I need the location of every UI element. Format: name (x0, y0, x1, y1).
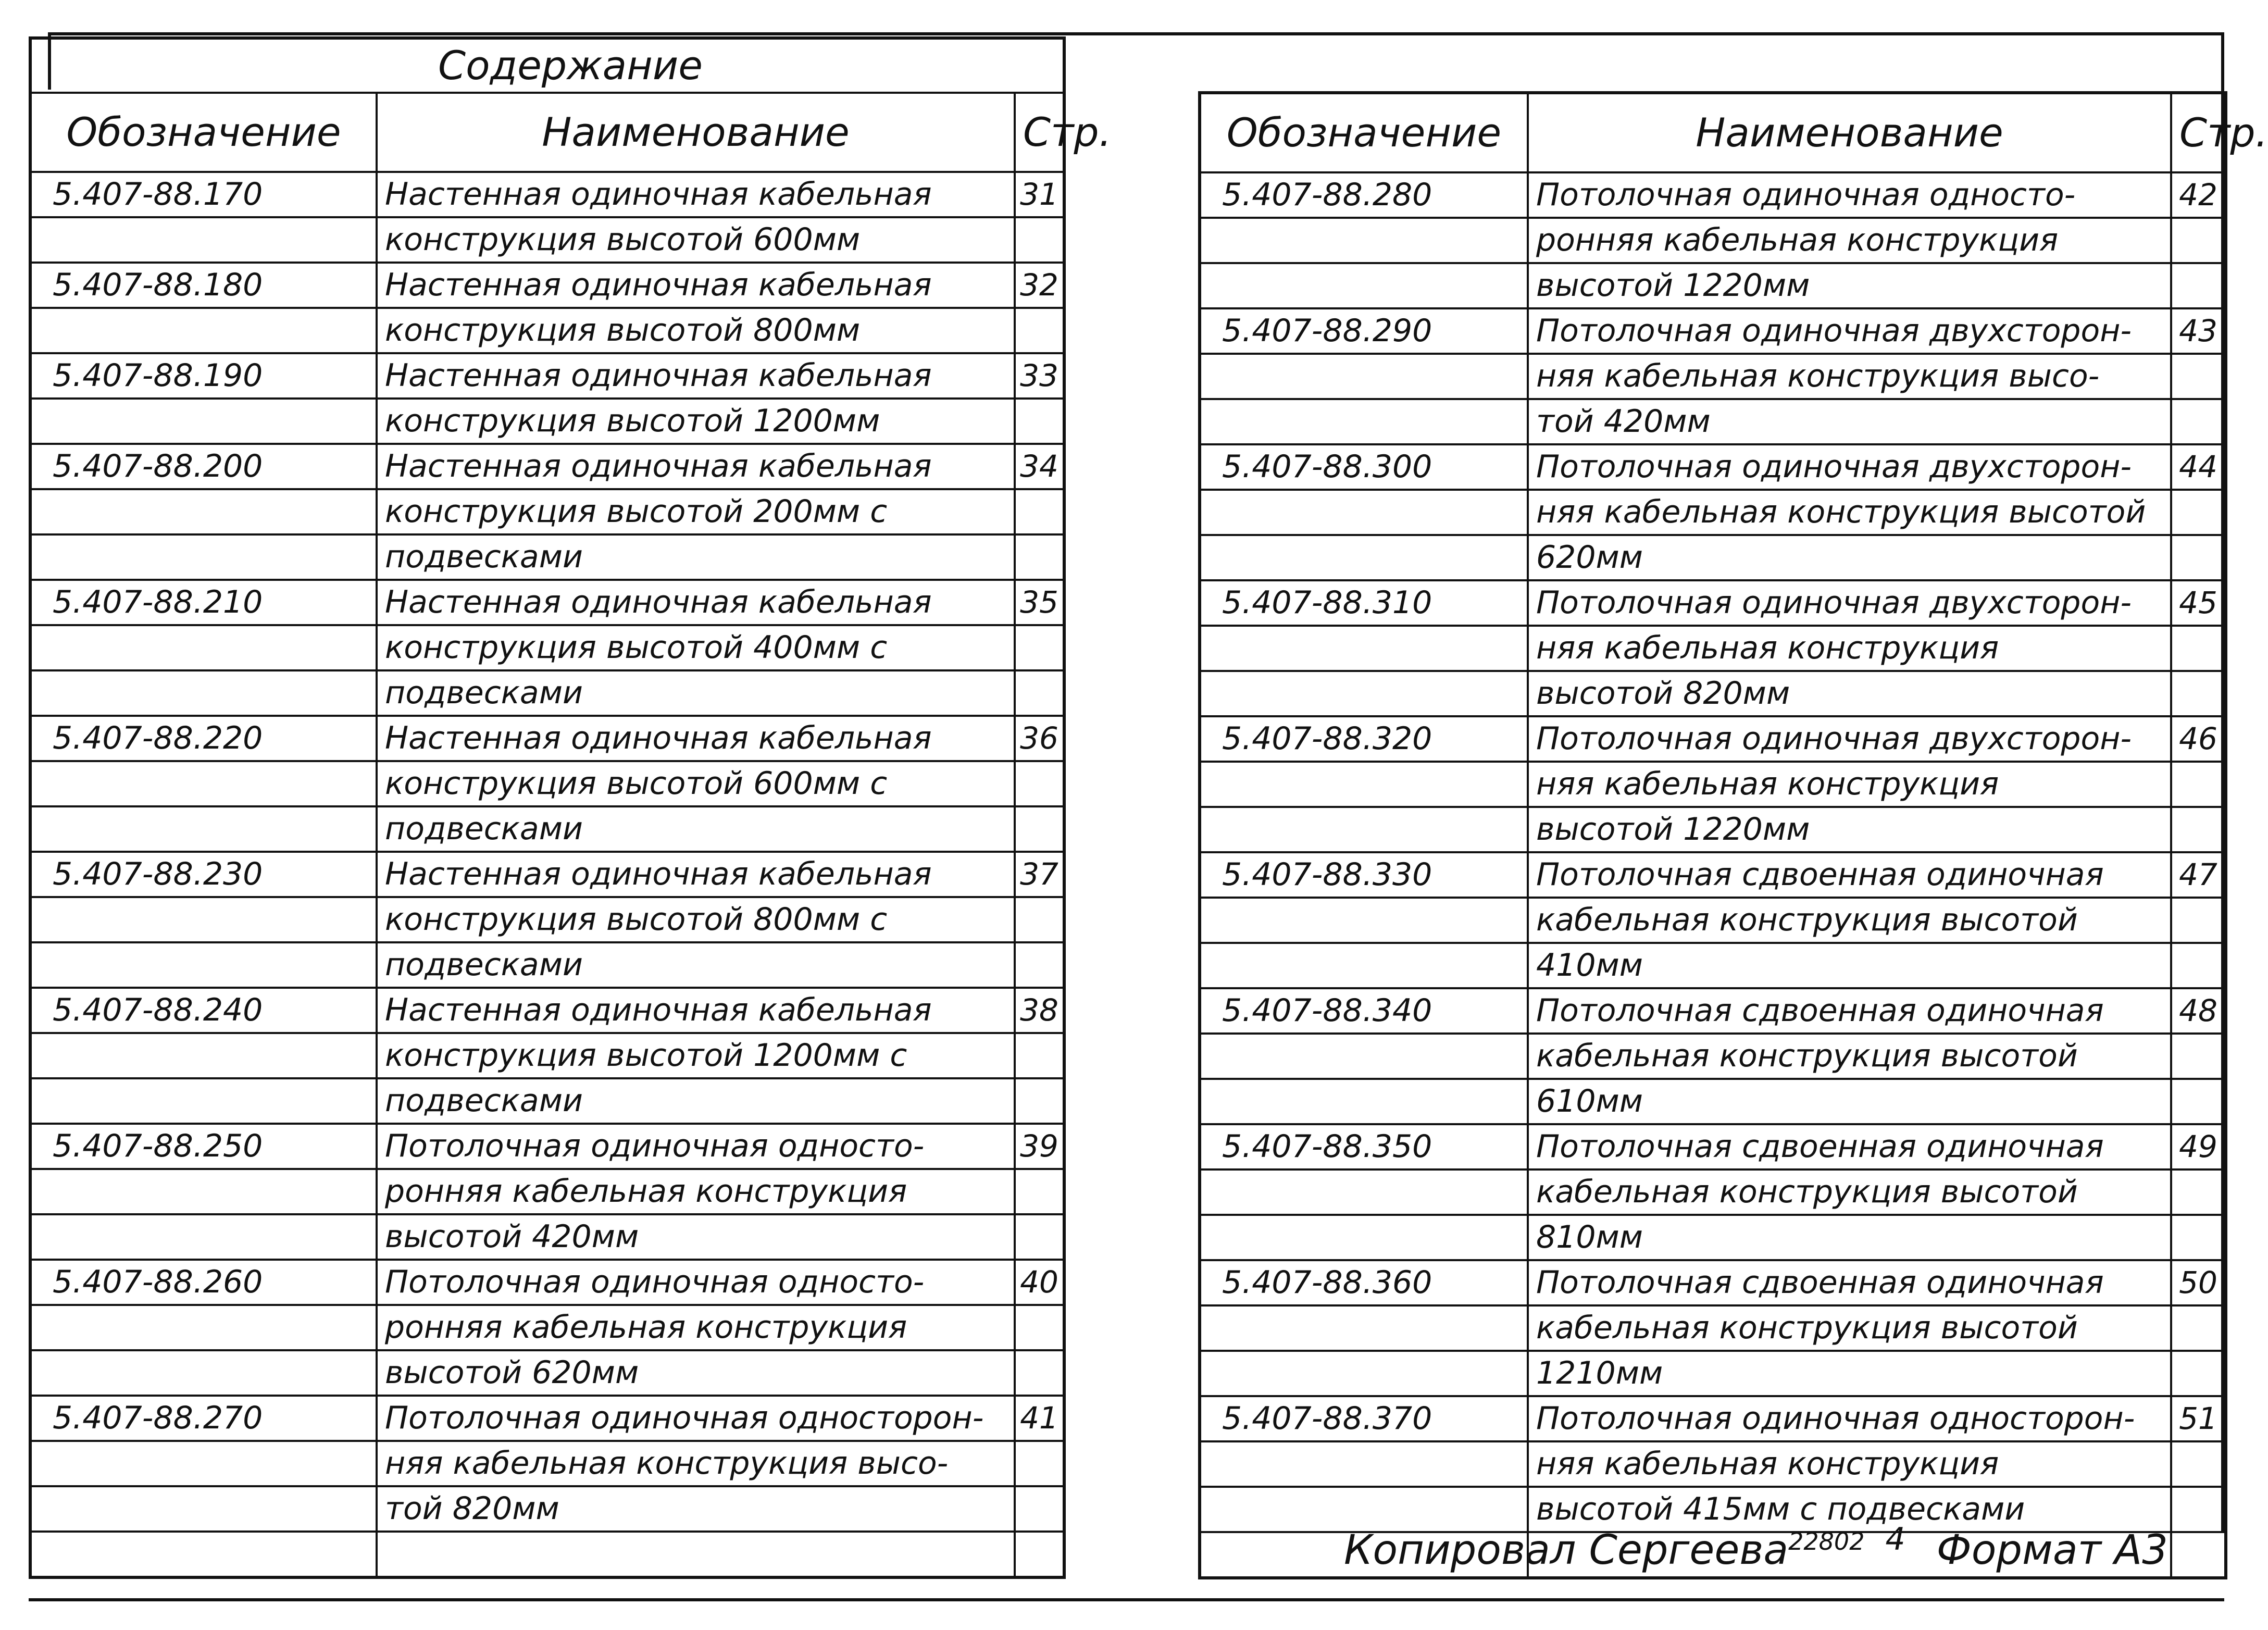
table-row (30, 353, 1064, 399)
empty-cell (30, 1305, 377, 1350)
item-designation: 5.407-88.190 (30, 353, 377, 399)
page-title: Содержание (30, 38, 1064, 93)
empty-cell (1200, 1351, 1528, 1396)
table-row (30, 670, 1064, 716)
item-name-line: Потолочная одиночная двухсторон- (1528, 716, 2171, 762)
table-row (30, 399, 1064, 444)
empty-cell (30, 1169, 377, 1214)
empty-cell (30, 489, 377, 534)
item-page: 47 (2171, 852, 2226, 898)
item-designation: 5.407-88.310 (1200, 580, 1528, 626)
item-name-line: Потолочная одиночная двухсторон- (1528, 308, 2171, 354)
table-row (30, 308, 1064, 353)
bottom-border-rule (29, 1598, 2224, 1601)
item-name-line: 620мм (1528, 535, 2171, 580)
table-row (1200, 1260, 2226, 1305)
item-name-line: Потолочная одиночная двухсторон- (1528, 580, 2171, 626)
item-designation: 5.407-88.240 (30, 988, 377, 1033)
empty-cell (1200, 898, 1528, 943)
table-row (1200, 354, 2226, 399)
empty-cell (30, 1214, 377, 1260)
table-row (1200, 218, 2226, 263)
table-row (1200, 671, 2226, 716)
empty-cell (2171, 898, 2226, 943)
contents-table-right (1198, 91, 2268, 1579)
header-row (1200, 93, 2226, 172)
item-name-line: Настенная одиночная кабельная (377, 353, 1015, 399)
item-name-line: Потолочная одиночная двухсторон- (1528, 444, 2171, 490)
item-name-line: ронняя кабельная конструкция (1528, 218, 2171, 263)
table-row (30, 852, 1064, 897)
title-row (30, 38, 1064, 93)
empty-cell (2171, 807, 2226, 852)
item-page: 32 (1015, 263, 1064, 308)
empty-cell (2171, 263, 2226, 308)
empty-cell (1200, 762, 1528, 807)
item-page: 40 (1015, 1260, 1064, 1305)
table-row (1200, 988, 2226, 1034)
table-row (1200, 1351, 2226, 1396)
empty-cell (1015, 489, 1064, 534)
table-row (1200, 308, 2226, 354)
empty-cell (1200, 1034, 1528, 1079)
item-designation: 5.407-88.370 (1200, 1396, 1528, 1441)
item-page: 48 (2171, 988, 2226, 1034)
empty-cell (2171, 762, 2226, 807)
table-row (1200, 399, 2226, 444)
item-name-line: кабельная конструкция высотой (1528, 1169, 2171, 1215)
empty-cell (1200, 490, 1528, 535)
item-name-line: Потолочная сдвоенная одиночная (1528, 1260, 2171, 1305)
item-page: 49 (2171, 1124, 2226, 1169)
item-name-line: Настенная одиночная кабельная (377, 988, 1015, 1033)
empty-cell (30, 1441, 377, 1486)
table-row (1200, 1396, 2226, 1441)
empty-cell (30, 942, 377, 988)
empty-cell (30, 399, 377, 444)
table-row (1200, 716, 2226, 762)
item-name-line: Потолочная одиночная односторон- (377, 1396, 1015, 1441)
item-name-line: Настенная одиночная кабельная (377, 716, 1015, 761)
table-row (30, 444, 1064, 489)
item-page: 43 (2171, 308, 2226, 354)
empty-cell (2171, 535, 2226, 580)
right-table-body (1200, 172, 2226, 1578)
empty-cell (30, 1078, 377, 1124)
item-name-line: 1210мм (1528, 1351, 2171, 1396)
item-name-line: Настенная одиночная кабельная (377, 172, 1015, 217)
table-row (30, 761, 1064, 806)
item-name-line: ронняя кабельная конструкция (377, 1169, 1015, 1214)
item-page: 41 (1015, 1396, 1064, 1441)
document-number: 22802 (1788, 1527, 1865, 1556)
empty-cell (2171, 399, 2226, 444)
empty-cell (1015, 217, 1064, 263)
item-name-line: Потолочная одиночная односторон- (1528, 1396, 2171, 1441)
item-page: 34 (1015, 444, 1064, 489)
item-designation: 5.407-88.220 (30, 716, 377, 761)
item-name-line: Потолочная одиночная односто- (1528, 172, 2171, 218)
empty-cell (1015, 399, 1064, 444)
item-name-line: конструкция высотой 800мм с (377, 897, 1015, 942)
empty-cell (2171, 1532, 2226, 1578)
table-row (30, 716, 1064, 761)
empty-cell (1200, 218, 1528, 263)
item-name-line: высотой 620мм (377, 1350, 1015, 1396)
table-row (1200, 1305, 2226, 1351)
item-name-line: Настенная одиночная кабельная (377, 263, 1015, 308)
empty-cell (1015, 1486, 1064, 1532)
table-row (30, 1124, 1064, 1169)
empty-cell (1015, 1305, 1064, 1350)
empty-cell (30, 534, 377, 580)
item-name-line: конструкция высотой 200мм с (377, 489, 1015, 534)
item-name-line: няя кабельная конструкция высо- (1528, 354, 2171, 399)
item-designation: 5.407-88.180 (30, 263, 377, 308)
table-row (30, 534, 1064, 580)
table-row (30, 1305, 1064, 1350)
table-row (1200, 1169, 2226, 1215)
item-page: 51 (2171, 1396, 2226, 1441)
item-name-line: подвесками (377, 806, 1015, 852)
item-designation: 5.407-88.270 (30, 1396, 377, 1441)
empty-cell (1015, 625, 1064, 670)
table-row (30, 942, 1064, 988)
empty-cell (377, 1532, 1015, 1577)
item-name-line: конструкция высотой 800мм (377, 308, 1015, 353)
header-designation: Обозначение (30, 93, 377, 172)
item-name-line: высотой 820мм (1528, 671, 2171, 716)
header-designation: Обозначение (1200, 93, 1528, 172)
table-row (30, 489, 1064, 534)
format-label: Формат А3 (1936, 1527, 2168, 1574)
empty-cell (1200, 1169, 1528, 1215)
contents-table-left (29, 36, 1112, 1579)
empty-cell (2171, 1441, 2226, 1487)
table-row (30, 625, 1064, 670)
item-page: 50 (2171, 1260, 2226, 1305)
item-name-line: няя кабельная конструкция (1528, 762, 2171, 807)
item-designation: 5.407-88.350 (1200, 1124, 1528, 1169)
item-name-line: ронняя кабельная конструкция (377, 1305, 1015, 1350)
empty-cell (1015, 761, 1064, 806)
item-page: 38 (1015, 988, 1064, 1033)
item-page: 31 (1015, 172, 1064, 217)
empty-cell (30, 308, 377, 353)
header-name: Наименование (1528, 93, 2171, 172)
table-row (1200, 1441, 2226, 1487)
item-name-line: няя кабельная конструкция (1528, 626, 2171, 671)
item-designation: 5.407-88.320 (1200, 716, 1528, 762)
item-designation: 5.407-88.360 (1200, 1260, 1528, 1305)
empty-cell (30, 761, 377, 806)
table-row (30, 897, 1064, 942)
table-row (1200, 898, 2226, 943)
empty-cell (30, 897, 377, 942)
empty-cell (1015, 534, 1064, 580)
empty-cell (1200, 354, 1528, 399)
item-designation: 5.407-88.280 (1200, 172, 1528, 218)
table-row (1200, 852, 2226, 898)
empty-cell (2171, 490, 2226, 535)
empty-cell (1200, 535, 1528, 580)
empty-cell (2171, 1169, 2226, 1215)
table-row (1200, 1079, 2226, 1124)
empty-cell (1015, 942, 1064, 988)
item-name-line: няя кабельная конструкция высо- (377, 1441, 1015, 1486)
item-name-line: высотой 1220мм (1528, 263, 2171, 308)
empty-cell (30, 806, 377, 852)
frame-top-rule (48, 32, 2224, 35)
empty-cell (30, 1532, 377, 1577)
empty-cell (2171, 943, 2226, 988)
table-row (1200, 807, 2226, 852)
empty-cell (30, 1350, 377, 1396)
table-row (30, 1214, 1064, 1260)
empty-cell (1015, 670, 1064, 716)
item-name-line: Настенная одиночная кабельная (377, 580, 1015, 625)
empty-cell (1015, 1441, 1064, 1486)
empty-cell (30, 670, 377, 716)
empty-cell (2171, 1487, 2226, 1532)
item-name-line: няя кабельная конструкция высотой (1528, 490, 2171, 535)
empty-cell (1200, 263, 1528, 308)
empty-cell (1015, 308, 1064, 353)
item-name-line: конструкция высотой 600мм (377, 217, 1015, 263)
empty-cell (1015, 1078, 1064, 1124)
item-name-line: Потолочная сдвоенная одиночная (1528, 1124, 2171, 1169)
table-row (1200, 444, 2226, 490)
item-name-line: высотой 415мм с подвесками (1528, 1487, 2171, 1532)
empty-cell (30, 1486, 377, 1532)
item-name-line: Потолочная сдвоенная одиночная (1528, 988, 2171, 1034)
item-page: 44 (2171, 444, 2226, 490)
table-row (30, 217, 1064, 263)
empty-cell (2171, 1034, 2226, 1079)
table-row (30, 988, 1064, 1033)
empty-cell (2171, 1079, 2226, 1124)
table-row (1200, 943, 2226, 988)
empty-cell (2171, 671, 2226, 716)
empty-cell (1015, 1532, 1064, 1577)
item-name-line: подвесками (377, 534, 1015, 580)
item-name-line: конструкция высотой 400мм с (377, 625, 1015, 670)
empty-cell (1015, 1169, 1064, 1214)
table-row (1200, 263, 2226, 308)
table-row (30, 1078, 1064, 1124)
table-row (30, 1396, 1064, 1441)
copied-by: Копировал Сергеева (1344, 1527, 1789, 1574)
empty-cell (2171, 218, 2226, 263)
item-page: 45 (2171, 580, 2226, 626)
table-row (1200, 626, 2226, 671)
item-name-line: кабельная конструкция высотой (1528, 1305, 2171, 1351)
item-name-line: кабельная конструкция высотой (1528, 1034, 2171, 1079)
item-page: 36 (1015, 716, 1064, 761)
table-row (1200, 762, 2226, 807)
table-row (1200, 1034, 2226, 1079)
empty-cell (2171, 1351, 2226, 1396)
item-page: 39 (1015, 1124, 1064, 1169)
empty-cell (2171, 1215, 2226, 1260)
item-page: 42 (2171, 172, 2226, 218)
item-name-line: подвесками (377, 942, 1015, 988)
empty-cell (1200, 943, 1528, 988)
table-row (1200, 1124, 2226, 1169)
header-name: Наименование (377, 93, 1015, 172)
header-row (30, 93, 1064, 172)
empty-cell (2171, 626, 2226, 671)
table-row (30, 1350, 1064, 1396)
empty-cell (2171, 1305, 2226, 1351)
table-row (1200, 535, 2226, 580)
item-name-line: той 420мм (1528, 399, 2171, 444)
table-row (1200, 1215, 2226, 1260)
table-row (30, 172, 1064, 217)
table-row (30, 1169, 1064, 1214)
item-designation: 5.407-88.250 (30, 1124, 377, 1169)
empty-cell (30, 1033, 377, 1078)
table-row (30, 580, 1064, 625)
empty-cell (1200, 399, 1528, 444)
item-name-line: Настенная одиночная кабельная (377, 852, 1015, 897)
item-name-line: подвесками (377, 1078, 1015, 1124)
item-name-line: подвесками (377, 670, 1015, 716)
empty-row (30, 1532, 1064, 1577)
footer-stamp (1344, 1521, 2168, 1574)
item-name-line: Потолочная одиночная односто- (377, 1260, 1015, 1305)
empty-cell (1200, 807, 1528, 852)
item-designation: 5.407-88.260 (30, 1260, 377, 1305)
item-name-line: Потолочная одиночная односто- (377, 1124, 1015, 1169)
table-row (30, 1441, 1064, 1486)
table-row (1200, 172, 2226, 218)
item-name-line: 410мм (1528, 943, 2171, 988)
table-row (30, 263, 1064, 308)
item-name-line: высотой 1220мм (1528, 807, 2171, 852)
table-row (30, 1033, 1064, 1078)
empty-cell (1015, 897, 1064, 942)
empty-cell (1015, 1033, 1064, 1078)
sheet-number: 4 (1885, 1521, 1905, 1558)
header-page: Стр. (1015, 93, 1064, 172)
item-name-line: 810мм (1528, 1215, 2171, 1260)
empty-cell (1015, 1350, 1064, 1396)
item-designation: 5.407-88.300 (1200, 444, 1528, 490)
empty-cell (30, 625, 377, 670)
empty-cell (1015, 806, 1064, 852)
table-row (30, 1486, 1064, 1532)
table-row (30, 806, 1064, 852)
empty-cell (1200, 626, 1528, 671)
item-name-line: высотой 420мм (377, 1214, 1015, 1260)
item-designation: 5.407-88.230 (30, 852, 377, 897)
item-page: 37 (1015, 852, 1064, 897)
empty-cell (1200, 1079, 1528, 1124)
empty-cell (1200, 1305, 1528, 1351)
item-name-line: няя кабельная конструкция (1528, 1441, 2171, 1487)
item-page: 33 (1015, 353, 1064, 399)
empty-cell (1015, 1214, 1064, 1260)
item-designation: 5.407-88.170 (30, 172, 377, 217)
item-name-line: Настенная одиночная кабельная (377, 444, 1015, 489)
empty-cell (1200, 1441, 1528, 1487)
table-row (30, 1260, 1064, 1305)
item-name-line: кабельная конструкция высотой (1528, 898, 2171, 943)
item-name-line: конструкция высотой 1200мм с (377, 1033, 1015, 1078)
item-designation: 5.407-88.340 (1200, 988, 1528, 1034)
item-name-line: конструкция высотой 600мм с (377, 761, 1015, 806)
item-name-line: Потолочная сдвоенная одиночная (1528, 852, 2171, 898)
item-name-line: 610мм (1528, 1079, 2171, 1124)
table-row (1200, 580, 2226, 626)
item-page: 46 (2171, 716, 2226, 762)
item-name-line: той 820мм (377, 1486, 1015, 1532)
empty-cell (1200, 671, 1528, 716)
item-designation: 5.407-88.200 (30, 444, 377, 489)
empty-cell (30, 217, 377, 263)
empty-cell (2171, 354, 2226, 399)
left-table-body (30, 172, 1064, 1577)
item-page: 35 (1015, 580, 1064, 625)
item-designation: 5.407-88.330 (1200, 852, 1528, 898)
item-name-line: конструкция высотой 1200мм (377, 399, 1015, 444)
item-designation: 5.407-88.290 (1200, 308, 1528, 354)
empty-cell (1200, 1215, 1528, 1260)
item-designation: 5.407-88.210 (30, 580, 377, 625)
table-row (1200, 490, 2226, 535)
header-page: Стр. (2171, 93, 2226, 172)
